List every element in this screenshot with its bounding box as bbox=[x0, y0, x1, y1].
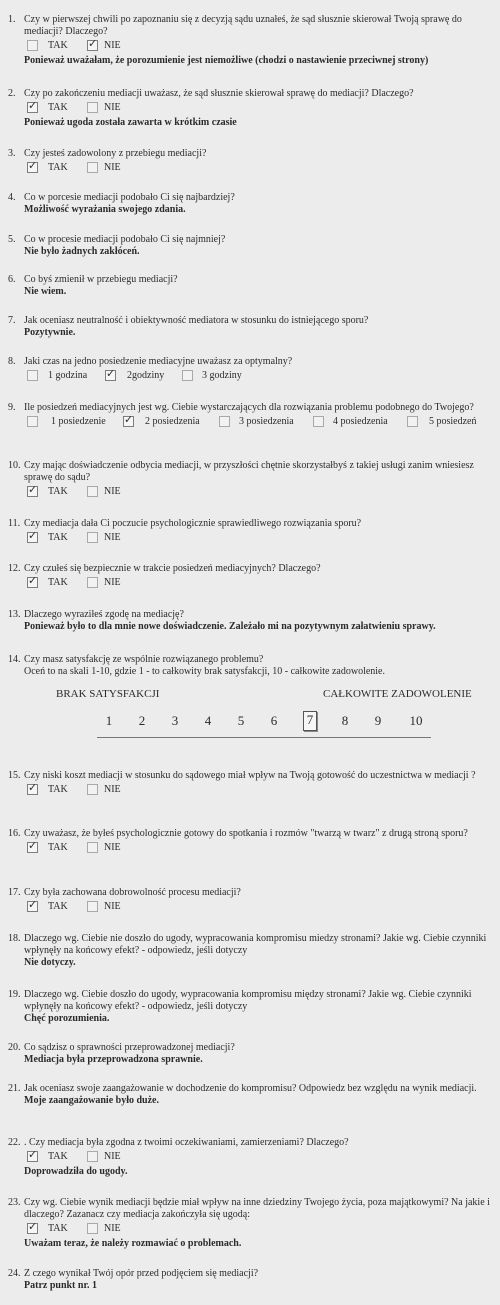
options: ✓ TAK NIE bbox=[28, 99, 121, 113]
question-18 bbox=[0, 933, 496, 969]
question-12 bbox=[0, 563, 496, 592]
checkbox-checked[interactable] bbox=[27, 159, 38, 173]
question-number: 18. bbox=[8, 933, 21, 944]
checkbox-checked[interactable] bbox=[27, 574, 38, 588]
question-number: 5. bbox=[8, 234, 16, 245]
checkbox[interactable] bbox=[182, 370, 193, 381]
checkbox[interactable] bbox=[87, 577, 98, 588]
options: TAK ✓ NIE bbox=[27, 40, 496, 54]
question-text: . Czy mediacja była zgodna z twoimi oczekiwaniami, zamierzeniami? Dlaczego? bbox=[24, 1137, 349, 1148]
answer-text: Ponieważ uważałam, że porozumienie jest niemożliwe (chodzi o nastawienie przeciwnej strony) bbox=[24, 55, 429, 66]
answer-text: Uważam teraz, że należy rozmawiać o problemach. bbox=[24, 1238, 242, 1249]
question-number: 10. bbox=[8, 460, 21, 471]
checkbox[interactable] bbox=[407, 416, 418, 427]
checkbox[interactable] bbox=[87, 486, 98, 497]
check-icon: ✓ bbox=[28, 529, 38, 542]
checkbox[interactable] bbox=[27, 416, 38, 427]
answer-text: Chęć porozumienia. bbox=[24, 1013, 110, 1024]
question-8 bbox=[0, 356, 496, 385]
question-4 bbox=[0, 192, 496, 216]
check-icon: ✓ bbox=[124, 413, 134, 426]
question-instruction: Oceń to na skali 1-10, gdzie 1 - to całkowity brak satysfakcji, 10 - całkowite zadowolenie. bbox=[24, 666, 385, 677]
check-icon: ✓ bbox=[106, 367, 116, 380]
checkbox[interactable] bbox=[219, 416, 230, 427]
question-21 bbox=[0, 1083, 496, 1107]
question-text: Z czego wynikał Twój opór przed podjęciem się mediacji? bbox=[24, 1268, 259, 1279]
question-text: Czy w pierwszej chwili po zapoznaniu się z decyzją sądu uznałeś, że sąd słusznie skierował Twoją sprawę do mediacji? Dlaczego? bbox=[24, 14, 462, 37]
check-icon: ✓ bbox=[28, 1148, 38, 1161]
checkbox-checked[interactable] bbox=[105, 367, 116, 381]
question-6 bbox=[0, 274, 496, 298]
question-text: Czy jesteś zadowolony z przebiegu mediacji? bbox=[24, 148, 207, 159]
question-text: Jak oceniasz swoje zaangażowanie w dochodzenie do kompromisu? Odpowiedz bez względu na wynik mediacji. bbox=[24, 1083, 477, 1094]
checkbox[interactable] bbox=[313, 416, 324, 427]
checkbox[interactable] bbox=[87, 784, 98, 795]
question-text: Dlaczego wg. Ciebie nie doszło do ugody, wypracowania kompromisu miedzy stronami? Jakie wg. Ciebie czynniki wpłynęły na końcowy efekt? - odpowiedz, jeśli dotyczy bbox=[24, 933, 487, 956]
checkbox-checked[interactable] bbox=[27, 898, 38, 912]
question-text: Jak oceniasz neutralność i obiektywność mediatora w stosunku do istniejącego sporu? bbox=[24, 315, 369, 326]
checkbox-checked[interactable] bbox=[27, 99, 38, 113]
checkbox-checked[interactable] bbox=[27, 529, 38, 543]
check-icon: ✓ bbox=[28, 839, 38, 852]
question-number: 4. bbox=[8, 192, 16, 203]
options: ✓ TAK NIE bbox=[28, 898, 121, 912]
scale-option-1[interactable]: 1 bbox=[105, 713, 113, 728]
question-2 bbox=[0, 88, 496, 129]
question-text: Czy była zachowana dobrowolność procesu mediacji? bbox=[24, 887, 241, 898]
question-number: 16. bbox=[8, 828, 21, 839]
question-text: Jaki czas na jedno posiedzenie mediacyjne uważasz za optymalny? bbox=[24, 356, 293, 367]
question-22 bbox=[0, 1137, 496, 1178]
question-text: Czy po zakończeniu mediacji uważasz, że sąd słusznie skierował sprawę do mediacji? Dlaczego? bbox=[24, 88, 414, 99]
question-9 bbox=[0, 402, 496, 431]
answer-text: Mediacja była przeprowadzona sprawnie. bbox=[24, 1054, 203, 1065]
answer-text: Patrz punkt nr. 1 bbox=[24, 1280, 97, 1291]
question-text: Czy mając doświadczenie odbycia mediacji, w przyszłości chętnie skorzystałbyś z takiej usługi zanim wniesiesz sprawę do sądu? bbox=[24, 460, 474, 483]
question-number: 22. bbox=[8, 1137, 21, 1148]
checkbox[interactable] bbox=[87, 842, 98, 853]
question-text: Czy masz satysfakcję ze wspólnie rozwiązanego problemu? bbox=[24, 654, 264, 665]
question-text: Co w procesie mediacji podobało Ci się najmniej? bbox=[24, 234, 226, 245]
question-text: Dlaczego wyraziłeś zgodę na mediację? bbox=[24, 609, 184, 620]
question-number: 24. bbox=[8, 1268, 21, 1279]
check-icon: ✓ bbox=[28, 483, 38, 496]
question-number: 17. bbox=[8, 887, 21, 898]
question-1 bbox=[0, 14, 496, 67]
question-10 bbox=[0, 460, 496, 501]
check-icon: ✓ bbox=[28, 574, 38, 587]
question-13 bbox=[0, 609, 496, 633]
question-number: 23. bbox=[8, 1197, 21, 1208]
options: ✓ TAK NIE bbox=[28, 781, 121, 795]
options: ✓ TAK NIE bbox=[28, 839, 121, 853]
scale-option-7-selected[interactable]: 7 bbox=[303, 711, 317, 731]
check-icon: ✓ bbox=[28, 898, 38, 911]
question-text: Dlaczego wg. Ciebie doszło do ugody, wypracowania kompromisu między stronami? Jakie wg. Ciebie czynniki wpłynęły na końcowy efekt? - odpowiedz, jeśli dotyczy bbox=[24, 989, 472, 1012]
options: 1 godzina ✓ 2godziny 3 godziny bbox=[27, 370, 496, 384]
question-text: Ile posiedzeń mediacyjnych jest wg. Ciebie wystarczających dla rozwiązania problemu podobnego do Twojego? bbox=[24, 402, 474, 413]
question-number: 8. bbox=[8, 356, 16, 367]
check-icon: ✓ bbox=[28, 159, 38, 172]
scale-option-10[interactable]: 10 bbox=[409, 713, 423, 728]
check-icon: ✓ bbox=[28, 1220, 38, 1233]
question-text: Czy niski koszt mediacji w stosunku do sądowego miał wpływ na Twoją gotowość do uczestnictwa w mediacji ? bbox=[24, 770, 476, 781]
question-5 bbox=[0, 234, 496, 258]
options: 1 posiedzenie ✓ 2 posiedzenia 3 posiedzenia 4 posiedzenia 5 posiedzeń bbox=[27, 416, 496, 430]
question-7 bbox=[0, 315, 496, 339]
options: ✓ TAK NIE bbox=[28, 1220, 121, 1234]
answer-text: Ponieważ było to dla mnie nowe doświadczenie. Zależało mi na pozytywnym załatwieniu sprawy. bbox=[24, 621, 436, 632]
scale-option-6[interactable]: 6 bbox=[270, 713, 278, 728]
options: ✓ TAK NIE bbox=[28, 159, 121, 173]
answer-text: Ponieważ ugoda została zawarta w krótkim czasie bbox=[24, 117, 237, 128]
question-15 bbox=[0, 770, 496, 799]
question-3 bbox=[0, 148, 496, 177]
checkbox[interactable] bbox=[87, 901, 98, 912]
checkbox[interactable] bbox=[87, 532, 98, 543]
checkbox[interactable] bbox=[87, 1223, 98, 1234]
answer-text: Pozytywnie. bbox=[24, 327, 76, 338]
checkbox-checked[interactable] bbox=[27, 1220, 38, 1234]
question-17 bbox=[0, 887, 496, 916]
answer-text: Doprowadziła do ugody. bbox=[24, 1166, 128, 1177]
question-number: 21. bbox=[8, 1083, 21, 1094]
question-number: 20. bbox=[8, 1042, 21, 1053]
scale-right-label: CAŁKOWITE ZADOWOLENIE bbox=[323, 688, 472, 700]
options: ✓ TAK NIE bbox=[28, 574, 121, 588]
checkbox[interactable] bbox=[87, 102, 98, 113]
question-text: Co w porcesie mediacji podobało Ci się najbardziej? bbox=[24, 192, 235, 203]
rating-scale bbox=[100, 713, 430, 735]
question-text: Czy uważasz, że byłeś psychologicznie gotowy do spotkania i rozmów "twarzą w twarz" z drugą stroną sporu? bbox=[24, 828, 468, 839]
checkbox-checked[interactable] bbox=[27, 839, 38, 853]
question-number: 15. bbox=[8, 770, 21, 781]
answer-text: Możliwość wyrażania swojego zdania. bbox=[24, 204, 186, 215]
checkbox-checked[interactable] bbox=[27, 483, 38, 497]
scale-option-9[interactable]: 9 bbox=[374, 713, 382, 728]
answer-text: Nie wiem. bbox=[24, 286, 67, 297]
question-number: 12. bbox=[8, 563, 21, 574]
question-number: 13. bbox=[8, 609, 21, 620]
checkbox[interactable] bbox=[27, 40, 38, 51]
question-number: 11. bbox=[8, 518, 21, 529]
question-20 bbox=[0, 1042, 496, 1066]
checkbox[interactable] bbox=[87, 1151, 98, 1162]
check-icon: ✓ bbox=[28, 781, 38, 794]
question-14 bbox=[0, 654, 496, 678]
question-number: 2. bbox=[8, 88, 16, 99]
scale-divider bbox=[97, 737, 431, 738]
question-number: 19. bbox=[8, 989, 21, 1000]
question-24 bbox=[0, 1268, 496, 1292]
question-number: 14. bbox=[8, 654, 21, 665]
scale-option-3[interactable]: 3 bbox=[171, 713, 179, 728]
answer-text: Nie dotyczy. bbox=[24, 957, 76, 968]
scale-option-5[interactable]: 5 bbox=[237, 713, 245, 728]
options: ✓ TAK NIE bbox=[28, 1148, 121, 1162]
question-number: 6. bbox=[8, 274, 16, 285]
question-text: Co byś zmienił w przebiegu mediacji? bbox=[24, 274, 178, 285]
question-number: 7. bbox=[8, 315, 16, 326]
check-icon: ✓ bbox=[88, 37, 98, 50]
question-text: Czy mediacja dała Ci poczucie psychologicznie sprawiedliwego rozwiązania sporu? bbox=[24, 518, 362, 529]
question-number: 3. bbox=[8, 148, 16, 159]
question-19 bbox=[0, 989, 496, 1025]
checkbox-checked[interactable] bbox=[87, 37, 98, 51]
checkbox-checked[interactable] bbox=[123, 413, 134, 427]
scale-option-2[interactable]: 2 bbox=[138, 713, 146, 728]
question-23 bbox=[0, 1197, 496, 1250]
question-number: 9. bbox=[8, 402, 16, 413]
checkbox-checked[interactable] bbox=[27, 1148, 38, 1162]
question-text: Czy czułeś się bezpiecznie w trakcie posiedzeń mediacyjnych? Dlaczego? bbox=[24, 563, 321, 574]
answer-text: Nie było żadnych zakłóceń. bbox=[24, 246, 140, 257]
question-11 bbox=[0, 518, 496, 547]
question-text: Czy wg. Ciebie wynik mediacji będzie miał wpływ na inne dziedziny Twojego życia, poza majątkowymi? Na jakie i dlaczego? Zazanacz czy mediacja zakończyła się ugodą: bbox=[24, 1197, 490, 1220]
question-text: Co sądzisz o sprawności przeprowadzonej mediacji? bbox=[24, 1042, 235, 1053]
scale-option-4[interactable]: 4 bbox=[204, 713, 212, 728]
question-number: 1. bbox=[8, 14, 16, 25]
check-icon: ✓ bbox=[28, 99, 38, 112]
question-16 bbox=[0, 828, 496, 857]
scale-left-label: BRAK SATYSFAKCJI bbox=[56, 688, 160, 700]
checkbox-checked[interactable] bbox=[27, 781, 38, 795]
options: ✓ TAK NIE bbox=[28, 483, 121, 497]
scale-option-8[interactable]: 8 bbox=[341, 713, 349, 728]
options: ✓ TAK NIE bbox=[28, 529, 121, 543]
checkbox[interactable] bbox=[87, 162, 98, 173]
answer-text: Moje zaangażowanie było duże. bbox=[24, 1095, 159, 1106]
checkbox[interactable] bbox=[27, 370, 38, 381]
